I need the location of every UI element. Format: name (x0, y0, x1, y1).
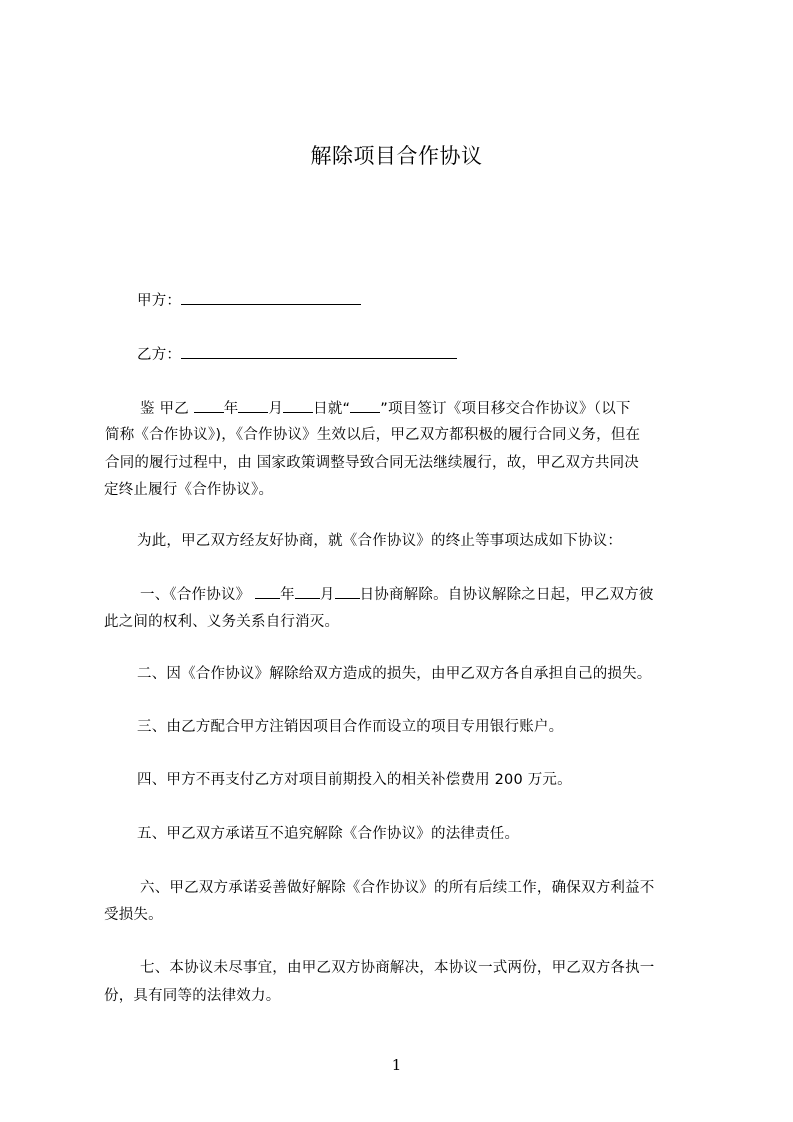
preamble-text: 鉴 甲乙 (140, 401, 194, 417)
party-a-blank (181, 290, 361, 305)
clause-3: 三、由乙方配合甲方注销因项目合作而设立的项目专用银行账户。 (137, 719, 564, 735)
clause-1-month-label: 月 (319, 587, 335, 603)
clause-1-text: 日协商解除。自协议解除之日起，甲乙双方彼 (359, 587, 654, 603)
clause-1-month-blank (295, 584, 320, 599)
clause-7-line-1: 七、本协议未尽事宜，由甲乙双方协商解决，本协议一式两份，甲乙双方各执一 (140, 960, 655, 976)
clause-4: 四、甲方不再支付乙方对项目前期投入的相关补偿费用 200 万元。 (137, 772, 572, 788)
clause-6-line-2: 受损失。 (104, 907, 163, 923)
intro-paragraph: 为此，甲乙双方经友好协商，就《合作协议》的终止等事项达成如下协议： (137, 533, 623, 549)
clause-6-line-1: 六、甲乙双方承诺妥善做好解除《合作协议》的所有后续工作，确保双方利益不 (140, 880, 655, 896)
preamble-year-label: 年 (223, 401, 239, 417)
preamble-month-label: 月 (268, 401, 284, 417)
party-b-line (137, 344, 457, 365)
clause-5: 五、甲乙双方承诺互不追究解除《合作协议》的法律责任。 (137, 826, 520, 842)
page-number: 1 (391, 1056, 402, 1074)
preamble-line-2: 简称《合作协议》)，《合作协议》生效以后，甲乙双方都积极的履行合同义务，但在 (105, 427, 641, 443)
clause-1-text: 一、《合作协议》 (140, 587, 256, 603)
preamble-line-4: 定终止履行《合作协议》。 (104, 482, 274, 498)
clause-1-line-2: 此之间的权利、义务关系自行消灭。 (104, 614, 340, 630)
clause-1-day-blank (335, 584, 360, 599)
preamble-text: 日就“ (313, 401, 351, 417)
party-a-line (137, 290, 361, 311)
party-b-blank (181, 344, 457, 359)
clause-2: 二、因《合作协议》解除给双方造成的损失，由甲乙双方各自承担自己的损失。 (137, 666, 652, 682)
clause-1-year-label: 年 (280, 587, 295, 603)
preamble-line-1 (140, 398, 631, 419)
clause-1-line-1 (140, 584, 654, 605)
clause-7-line-2: 份，具有同等的法律效力。 (104, 988, 281, 1004)
document-title: 解除项目合作协议 (310, 144, 483, 168)
day-blank (283, 398, 313, 413)
party-a-label: 甲方： (137, 293, 182, 309)
project-name-blank (350, 398, 380, 413)
preamble-line-3: 合同的履行过程中，由 国家政策调整导致合同无法继续履行，故，甲乙双方共同决 (105, 455, 640, 471)
clause-1-year-blank (255, 584, 280, 599)
preamble-text: ”项目签订《项目移交合作协议》（以下 (380, 401, 631, 417)
month-blank (238, 398, 268, 413)
year-blank (194, 398, 224, 413)
party-b-label: 乙方： (137, 347, 182, 363)
